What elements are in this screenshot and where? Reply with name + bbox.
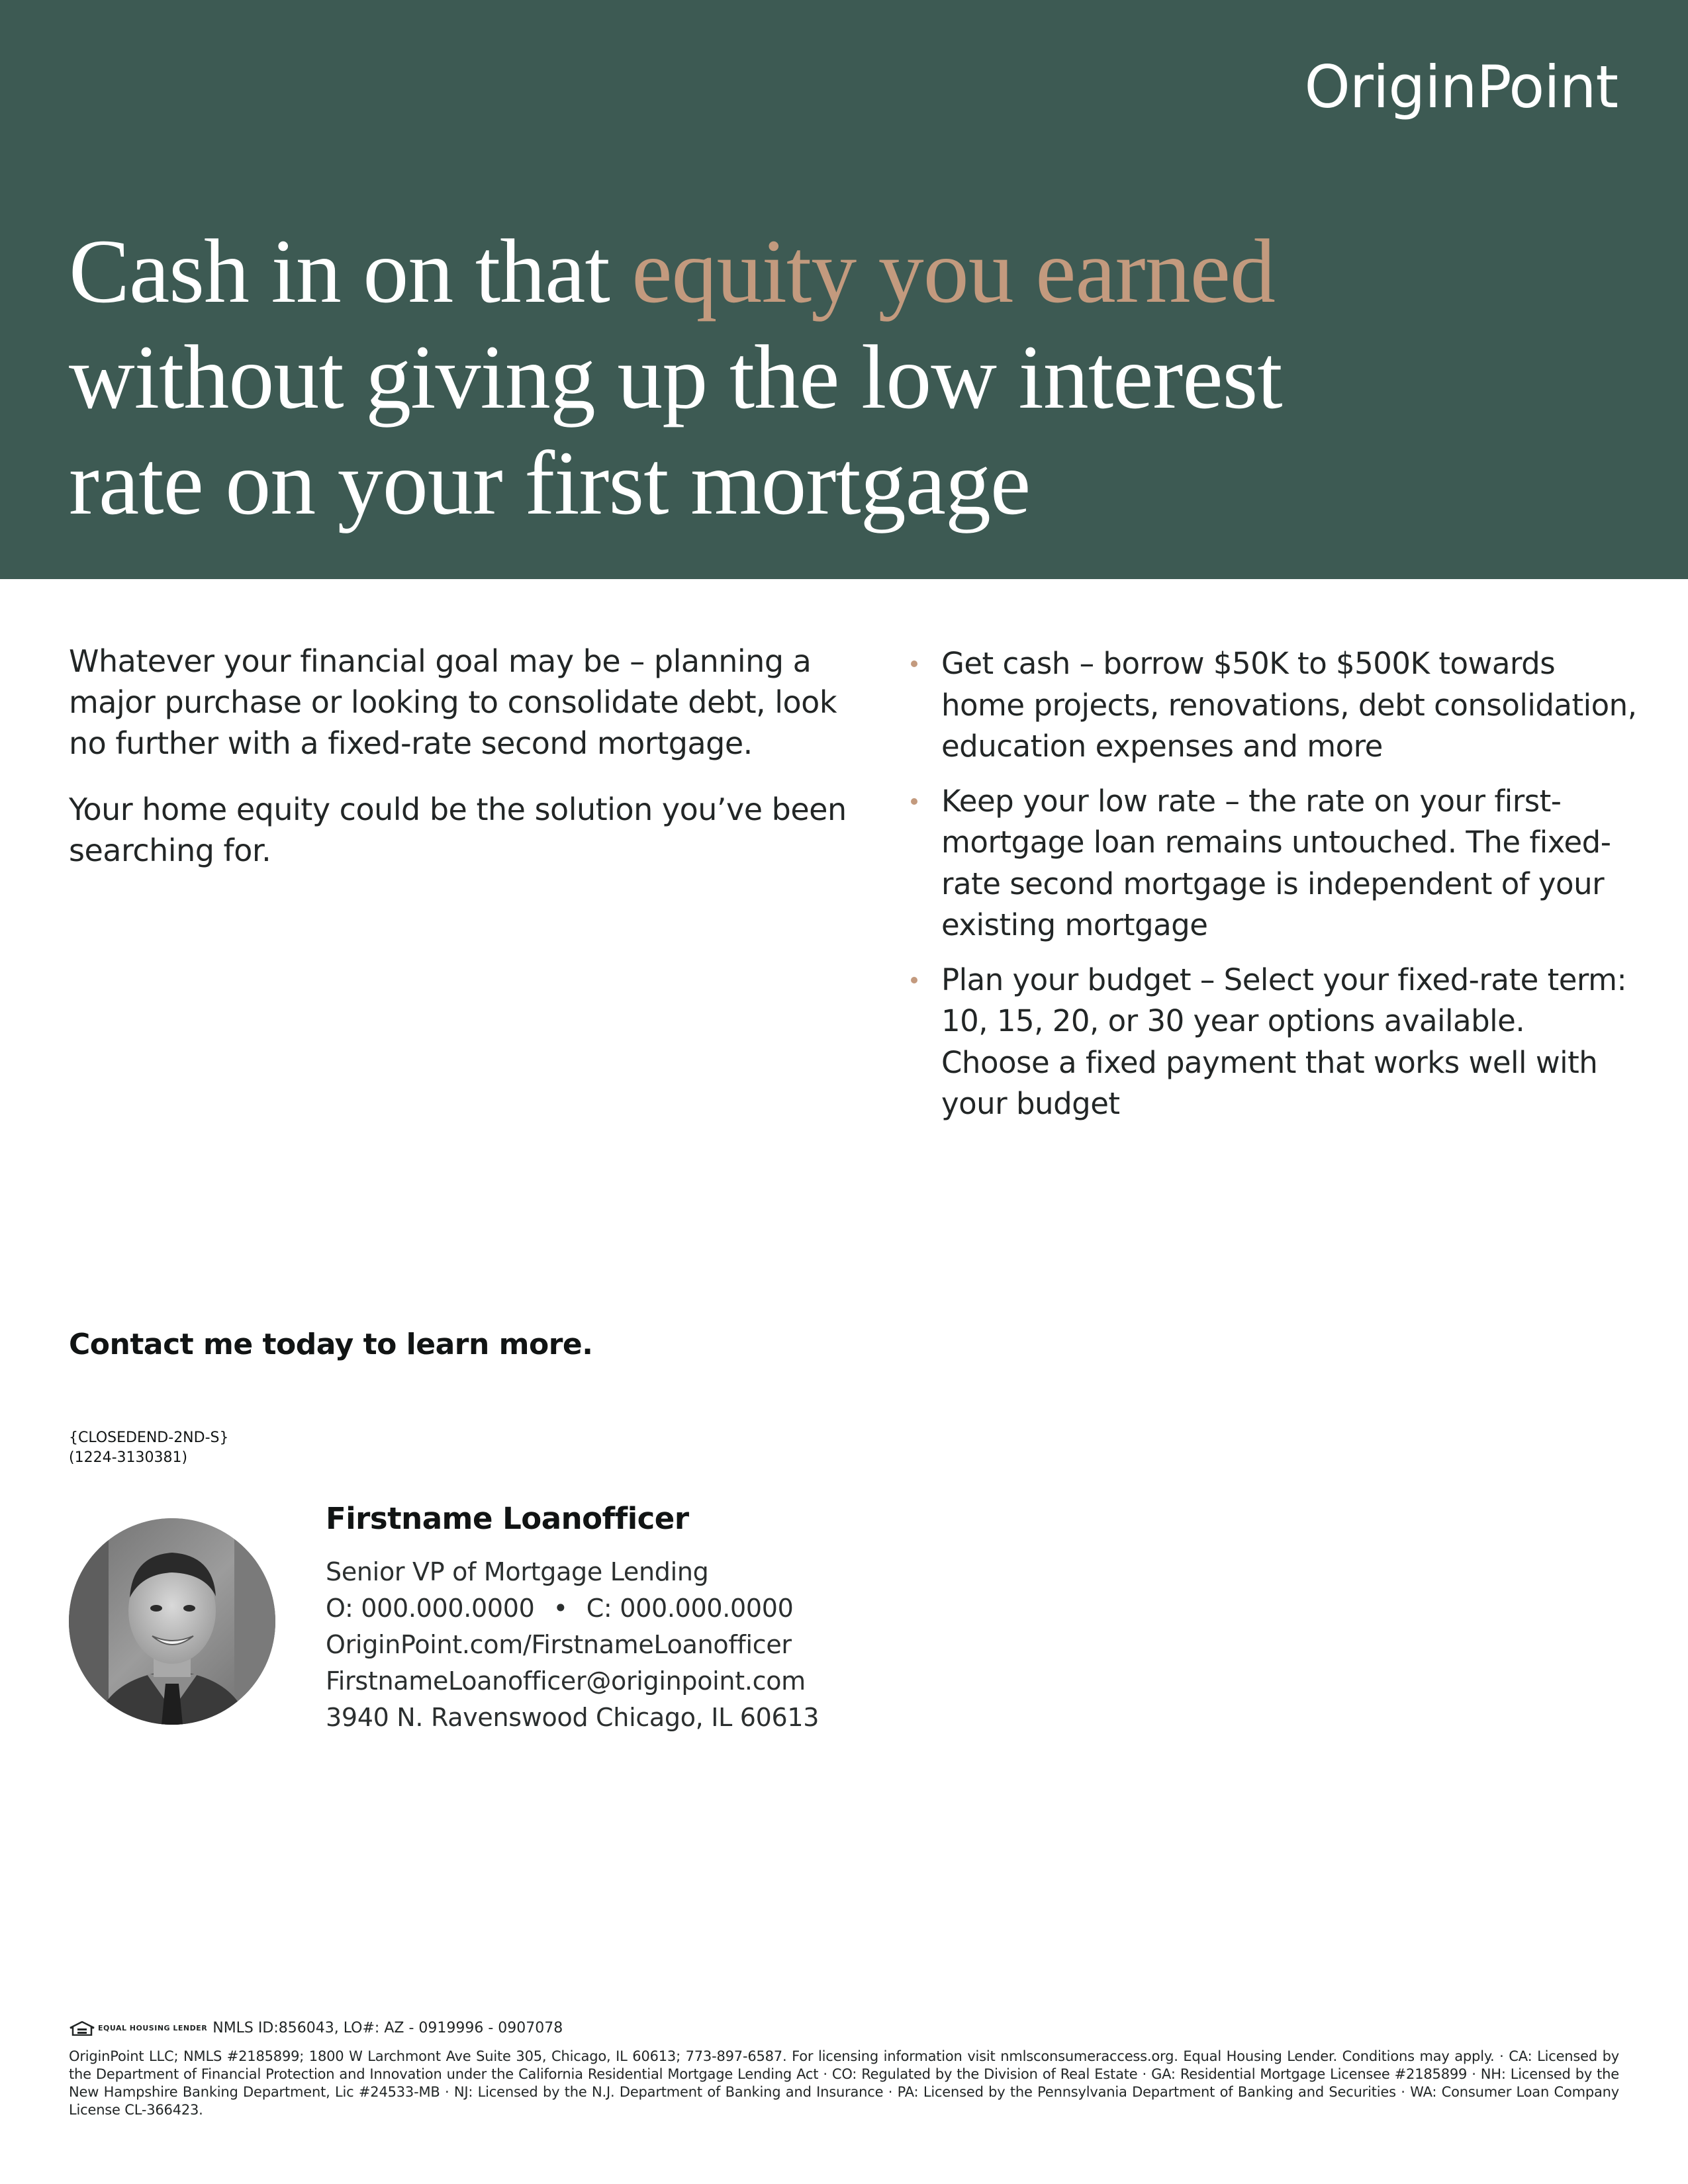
equal-housing-icon (69, 2021, 95, 2036)
officer-avatar (69, 1518, 275, 1725)
cell-phone: C: 000.000.0000 (586, 1594, 794, 1623)
officer-title: Senior VP of Mortgage Lending (326, 1557, 709, 1586)
headline-line-1 (69, 218, 1525, 324)
officer-details (326, 1554, 819, 1736)
bullet-dot-icon (911, 660, 917, 667)
bullet-dot-icon (911, 798, 917, 805)
office-phone: O: 000.000.0000 (326, 1594, 535, 1623)
benefit-item-get-cash (907, 643, 1642, 768)
headline-line-3: rate on your first mortgage (69, 432, 1031, 533)
benefit-item-plan-budget (907, 960, 1642, 1125)
nmls-line: NMLS ID:856043, LO#: AZ - 0919996 - 0907078 (212, 2020, 563, 2036)
benefit-text: Get cash – borrow $50K to $500K towards home projects, renovations, debt consolidation, education expenses and more (941, 646, 1637, 764)
campaign-codes (69, 1428, 228, 1468)
officer-email-link[interactable]: FirstnameLoanofficer@originpoint.com (326, 1666, 806, 1696)
officer-website-link[interactable]: OriginPoint.com/FirstnameLoanofficer (326, 1630, 792, 1659)
originpoint-logo: OriginPoint (1304, 53, 1618, 121)
intro-paragraph-2: Your home equity could be the solution you’ve been searching for. (69, 792, 847, 868)
equal-housing-lender-label: EQUAL HOUSING LENDER (98, 2024, 208, 2032)
intro-paragraph-1: Whatever your financial goal may be – planning a major purchase or looking to consolidate debt, look no further with a fixed-rate second mortgage. (69, 643, 837, 761)
bullet-dot-icon (911, 977, 917, 983)
benefit-text: Keep your low rate – the rate on your first-mortgage loan remains untouched. The fixed-rate second mortgage is independent of your existing mortgage (941, 783, 1611, 942)
officer-photo-icon (69, 1518, 275, 1725)
footer-licensing-line (69, 2020, 563, 2036)
benefit-item-keep-rate (907, 781, 1642, 946)
job-code: (1224-3130381) (69, 1449, 188, 1466)
campaign-code: {CLOSEDEND-2ND-S} (69, 1430, 229, 1446)
intro-copy (69, 641, 876, 896)
headline (69, 218, 1525, 536)
benefit-text: Plan your budget – Select your fixed-rate term: 10, 15, 20, or 30 year options available. Choose a fixed payment that works well with your budget (941, 962, 1627, 1121)
officer-address: 3940 N. Ravenswood Chicago, IL 60613 (326, 1703, 820, 1732)
contact-cta: Contact me today to learn more. (69, 1328, 593, 1361)
legal-disclaimer: OriginPoint LLC; NMLS #2185899; 1800 W Larchmont Ave Suite 305, Chicago, IL 60613; 773-897-6587. For licensing information visit nmlsconsumeraccess.org. Equal Housing Lender. Conditions may apply. · CA: Licensed by the Department of Financial Protection and Innovation under the California Residential Mortgage Lending Act · CO: Regulated by the Division of Real Estate · GA: Residential Mortgage Licensee #2185899 · NH: Licensed by the New Hampshire Banking Department, Lic #24533-MB · NJ: Licensed by the N.J. Department of Banking and Insurance · PA: Licensed by the Pennsylvania Department of Banking and Securities · WA: Consumer Loan Company License CL-366423. (69, 2048, 1619, 2118)
phone-separator: • (553, 1594, 568, 1623)
officer-phones (326, 1590, 819, 1627)
officer-name: Firstname Loanofficer (326, 1501, 689, 1536)
benefits-list (907, 643, 1642, 1138)
headline-accent: equity you earned (632, 220, 1275, 322)
headline-line-2: without giving up the low interest (69, 326, 1282, 428)
hero-banner (0, 0, 1688, 579)
headline-line-1-text: Cash in on that (69, 220, 632, 322)
equal-housing-lender-logo (69, 2021, 207, 2036)
